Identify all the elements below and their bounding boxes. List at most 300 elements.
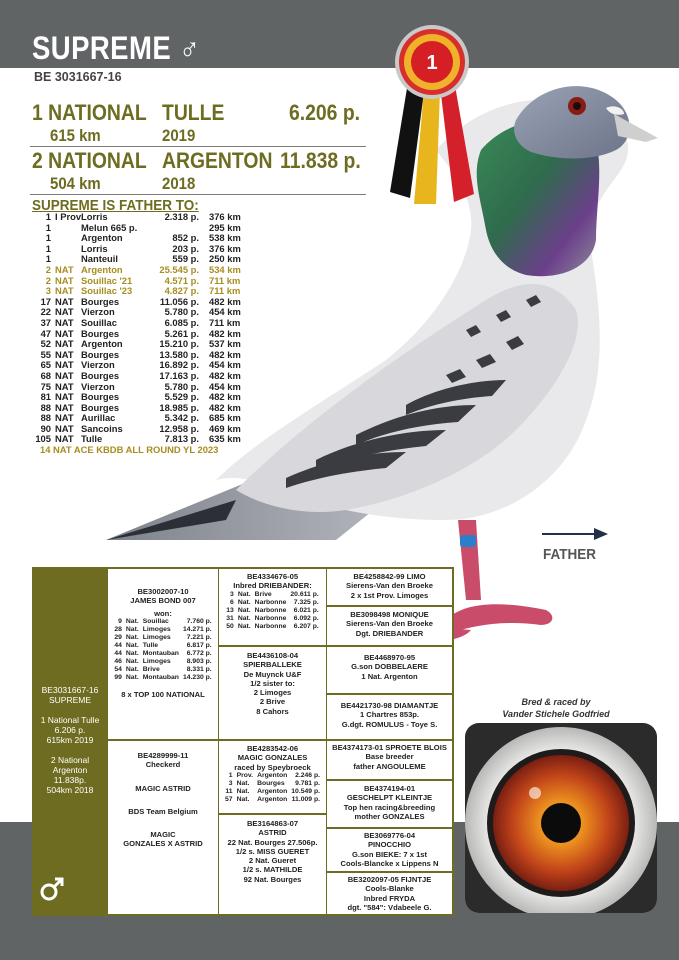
pedigree-mf (219, 741, 326, 813)
result-2-race: ARGENTON (162, 148, 273, 173)
result-1-distance: 615 km (50, 126, 101, 145)
offspring-lvl (51, 223, 81, 234)
pedigree-fff (327, 569, 452, 605)
mm-line: 92 Nat. Bourges (243, 874, 302, 884)
pedigree-result-p: 46 (114, 657, 122, 665)
pedigree-result-row (112, 666, 213, 674)
offspring-prize: 5.342 p. (164, 412, 199, 424)
offspring-prize: 5.780 p. (164, 380, 199, 392)
offspring-prize: 4.571 p. (164, 274, 199, 286)
offspring-lvl: NAT (55, 316, 74, 328)
offspring-km: 711 km (209, 285, 241, 297)
result-1-year: 2019 (162, 126, 196, 145)
offspring-pos: 47 (40, 327, 51, 339)
pedigree-result-p: 11 (225, 787, 233, 795)
offspring-race: Aurillac (81, 412, 116, 424)
pedigree-result-r: Brive (142, 665, 160, 673)
mff-ring: BE4374173-01 SPROETE BLOIS (332, 743, 447, 752)
fm-ring: BE4436108-04 (246, 651, 299, 660)
mm-name: ASTRID (258, 828, 287, 838)
pedigree-result-p: 29 (114, 633, 122, 641)
fff-line: Sierens-Van den Broeke (346, 581, 433, 591)
pedigree-result-p: 3 (228, 779, 233, 787)
pedigree-result-row (112, 674, 213, 682)
pedigree-result-r: Limoges (142, 633, 171, 641)
fmm-ring: BE4421730-98 DIAMANTJE (340, 701, 439, 710)
offspring-race: Lorris (81, 211, 108, 222)
pedigree-result-l: Nat. (237, 598, 251, 606)
offspring-prize: 12.958 p. (159, 422, 199, 434)
pedigree-result-p: 99 (114, 673, 122, 681)
result-2-place: 2 NATIONAL (32, 148, 147, 173)
offspring-km: 250 km (209, 253, 241, 265)
subject-ring: BE3031667-16 (41, 685, 99, 695)
pedigree-result-r: Souillac (142, 617, 169, 625)
pedigree-result-row (112, 642, 213, 650)
mmf-line: Cools-Blancke x Lippens N (340, 858, 439, 868)
pedigree-result-p: 50 (226, 622, 234, 630)
pedigree-mff (327, 741, 452, 779)
pedigree-result-v: 7.325 p. (293, 598, 319, 606)
offspring-km: 454 km (209, 380, 241, 392)
pedigree-result-l: Prov. (236, 771, 254, 779)
offspring-lvl: NAT (55, 274, 74, 286)
mmf-ring: BE3069776-04 (363, 831, 416, 840)
subject-line: Argenton (52, 765, 88, 775)
mother-name: Checkerd (145, 760, 181, 770)
pigeon-name-title: SUPREME ♂ (32, 30, 201, 66)
result-2-year: 2018 (162, 174, 196, 193)
pedigree-subject (36, 685, 104, 795)
offspring-lvl: NAT (55, 306, 74, 318)
pedigree-result-l: Nat. (125, 641, 139, 649)
offspring-race: Bourges (81, 369, 120, 381)
offspring-race: Argenton (81, 338, 123, 350)
pedigree-result-l: Nat. (236, 787, 250, 795)
offspring-km: 711 km (209, 316, 241, 328)
result-2-distance: 504 km (50, 174, 101, 193)
result-1-place: 1 NATIONAL (32, 100, 147, 125)
offspring-pos: 1 (45, 221, 51, 233)
pedigree-result-p: 54 (114, 665, 122, 673)
offspring-km: 376 km (209, 211, 241, 222)
offspring-lvl: I Prov (55, 211, 82, 222)
offspring-pos: 22 (40, 306, 51, 318)
pedigree-result-r: Montauban (142, 649, 179, 657)
pedigree-result-r: Narbonne (254, 598, 287, 606)
pedigree-result-v: 2.246 p. (295, 771, 320, 779)
pedigree-result-l: Nat. (125, 673, 139, 681)
pedigree-result-v: 8.903 p. (186, 657, 212, 665)
mfm-line: mother GONZALES (354, 811, 425, 821)
pedigree-result-v: 6.207 p. (293, 622, 319, 630)
pedigree-subject-column (32, 567, 107, 916)
offspring-lvl: NAT (55, 380, 74, 392)
offspring-pos: 75 (40, 380, 51, 392)
pedigree-result-v: 7.221 p. (186, 633, 212, 641)
offspring-prize: 15.210 p. (159, 338, 199, 350)
offspring-km: 482 km (209, 369, 241, 381)
offspring-pos: 55 (40, 348, 51, 360)
mmm-line: Inbred FRYDA (363, 893, 416, 903)
offspring-lvl: NAT (55, 433, 74, 445)
father-results (112, 618, 213, 682)
mf-sub: raced by Speybroeck (234, 762, 311, 772)
mf-name: MAGIC GONZALES (237, 753, 308, 763)
pedigree-result-l: Nat. (236, 779, 250, 787)
pedigree-result-row (224, 607, 320, 615)
pedigree-result-l: Nat. (125, 657, 139, 665)
subject-line: 2 National (50, 755, 90, 765)
fmm-line: 1 Chartres 853p. (359, 710, 420, 720)
offspring-race: Nanteuil (81, 253, 118, 265)
offspring-lvl: NAT (55, 391, 74, 403)
offspring-prize: 7.813 p. (164, 433, 199, 445)
offspring-race: Argenton (81, 263, 123, 275)
offspring-km: 454 km (209, 359, 241, 371)
offspring-pos: 1 (45, 232, 51, 244)
pedigree-result-l: Nat. (237, 590, 251, 598)
pedigree-result-row (224, 615, 320, 623)
fm-line: 2 Limoges (253, 688, 292, 698)
pedigree-mmf (327, 829, 452, 871)
father-ring: BE3002007-10 (137, 587, 189, 596)
mother-line: MAGIC (150, 830, 176, 840)
offspring-prize: 4.827 p. (164, 285, 199, 297)
ffm-line: Sierens-Van den Broeke (346, 619, 433, 629)
pedigree-result-row (112, 626, 213, 634)
ffm-line: Dgt. DRIEBANDER (355, 628, 424, 638)
offspring-race: Bourges (81, 295, 120, 307)
pedigree-result-l: Nat. (237, 614, 251, 622)
offspring-prize: 2.318 p. (164, 211, 199, 222)
offspring-lvl: NAT (55, 327, 74, 339)
rosette-icon (388, 22, 478, 208)
pedigree-result-r: Limoges (142, 657, 171, 665)
pedigree-fmf (327, 647, 452, 693)
offspring-pos: 52 (40, 338, 51, 350)
offspring-lvl: NAT (55, 338, 74, 350)
mmm-line: dgt. "584": Vdabeele G. (347, 902, 432, 912)
offspring-pos: 105 (35, 433, 51, 445)
pedigree-result-l: Nat. (125, 633, 139, 641)
pedigree-ff (219, 569, 326, 645)
offspring-pos: 88 (40, 412, 51, 424)
pedigree-result-r: Tulle (142, 641, 159, 649)
pedigree-result-r: Brive (254, 590, 272, 598)
mm-line: 1/2 s. MATHILDE (242, 865, 303, 875)
mm-line: 2 Nat. Gueret (248, 856, 297, 866)
offspring-km: 482 km (209, 295, 241, 307)
pedigree-result-v: 6.817 p. (186, 641, 212, 649)
pedigree-result-v: 20.611 p. (290, 590, 319, 598)
father-won-label: won: (154, 608, 172, 618)
pedigree-result-r: Narbonne (254, 606, 287, 614)
offspring-ace: 14 NAT ACE KBDB ALL ROUND YL 2023 (40, 444, 219, 456)
offspring-race: Bourges (81, 348, 120, 360)
offspring-pos: 1 (45, 211, 51, 222)
offspring-prize: 13.580 p. (159, 348, 199, 360)
offspring-race: Vierzon (81, 380, 115, 392)
subject-line: 504km 2018 (46, 785, 94, 795)
pedigree-result-v: 14.271 p. (182, 625, 212, 633)
offspring-km: 711 km (209, 274, 241, 286)
fm-name: SPIERBALLEKE (243, 660, 302, 670)
pedigree-mfm (327, 781, 452, 827)
result-1-race: TULLE (162, 100, 225, 125)
mfm-ring: BE4374194-01 (363, 784, 416, 793)
offspring-lvl: NAT (55, 295, 74, 307)
pedigree-result-l: Nat. (236, 795, 250, 803)
pedigree-result-r: Montauban (142, 673, 179, 681)
offspring-pos: 1 (45, 242, 51, 254)
offspring-lvl: NAT (55, 369, 74, 381)
mf-ring: BE4283542-06 (246, 744, 299, 753)
subject-line: 615km 2019 (46, 735, 94, 745)
offspring-race: Lorris (81, 242, 108, 254)
mm-ring: BE3164863-07 (246, 819, 299, 828)
offspring-km: 482 km (209, 348, 241, 360)
father-label: FATHER (543, 546, 597, 563)
ff-sub: Inbred DRIEBANDER: (233, 581, 312, 591)
offspring-prize: 5.529 p. (164, 391, 199, 403)
mm-line: 22 Nat. Bourges 27.506p. (227, 837, 318, 847)
subject-line: 11.838p. (53, 775, 87, 785)
offspring-heading: SUPREME IS FATHER TO: (32, 197, 199, 214)
offspring-race: Bourges (81, 391, 120, 403)
fmf-ring: BE4468970-95 (363, 653, 416, 662)
offspring-km: 482 km (209, 327, 241, 339)
offspring-pos: 65 (40, 359, 51, 371)
pedigree-result-r: Argenton (257, 795, 288, 803)
pedigree-result-r: Narbonne (254, 622, 287, 630)
mfm-line: GESCHELPT KLEINTJE (346, 793, 433, 803)
offspring-prize: 5.780 p. (164, 306, 199, 318)
offspring-race: Bourges (81, 327, 120, 339)
offspring-race: Bourges (81, 401, 120, 413)
result-2-prize: 11.838 p. (280, 148, 361, 173)
pedigree-result-l: Nat. (125, 625, 139, 633)
offspring-km: 685 km (209, 412, 241, 424)
offspring-lvl: NAT (55, 412, 74, 424)
pedigree-result-v: 11.009 p. (291, 795, 320, 803)
offspring-lvl: NAT (55, 401, 74, 413)
offspring-race: Souillac (81, 316, 117, 328)
pedigree-result-row (224, 599, 320, 607)
offspring-lvl: NAT (55, 422, 74, 434)
pedigree-fm (219, 647, 326, 739)
fmf-line: G.son DOBBELAERE (351, 662, 428, 672)
pedigree-result-row (223, 772, 322, 780)
father-extra: 8 x TOP 100 NATIONAL (121, 689, 205, 699)
offspring-pos: 68 (40, 369, 51, 381)
fm-line: 1/2 sister to: (250, 678, 295, 688)
offspring-lvl (51, 233, 81, 244)
offspring-km: 482 km (209, 401, 241, 413)
pedigree-result-row (112, 658, 213, 666)
result-1-prize: 6.206 p. (289, 100, 361, 125)
offspring-prize: 852 p. (172, 232, 199, 244)
pedigree-result-v: 7.760 p. (186, 617, 212, 625)
offspring-race: Sancoins (81, 422, 123, 434)
pedigree-result-v: 6.092 p. (293, 614, 319, 622)
eye-photo (465, 723, 657, 913)
offspring-pos: 1 (45, 253, 51, 265)
offspring-race: Souillac '23 (81, 285, 133, 297)
pedigree-result-p: 57 (225, 795, 233, 803)
offspring-km: 534 km (209, 263, 241, 275)
mff-line: father ANGOULEME (353, 761, 426, 771)
ff-results (224, 591, 320, 631)
pedigree-result-v: 10.549 p. (291, 787, 320, 795)
offspring-prize: 559 p. (172, 253, 199, 265)
pedigree-ffm (327, 607, 452, 645)
mother-ring: BE4289999-11 (137, 751, 189, 760)
mmm-ring: BE3202097-05 FIJNTJE (347, 875, 432, 884)
offspring-pos: 3 (45, 285, 51, 297)
pedigree-result-p: 13 (226, 606, 234, 614)
pedigree-mmm (327, 873, 452, 914)
pedigree-result-row (223, 788, 322, 796)
pedigree-mm (219, 815, 326, 914)
pedigree-result-p: 31 (226, 614, 234, 622)
pedigree-result-p: 44 (114, 641, 122, 649)
ffm-ring: BE3098498 MONIQUE (350, 610, 429, 619)
offspring-race: Tulle (81, 433, 103, 445)
offspring-km: 538 km (209, 232, 241, 244)
ring-number: BE 3031667-16 (34, 70, 122, 84)
mf-results (223, 772, 322, 804)
offspring-km: 537 km (209, 338, 241, 350)
offspring-pos: 81 (40, 391, 51, 403)
pedigree-result-row (112, 618, 213, 626)
offspring-pos: 90 (40, 422, 51, 434)
pedigree-result-r: Argenton (257, 787, 288, 795)
offspring-race: Souillac '21 (81, 274, 133, 286)
offspring-race: Melun 665 p. (81, 221, 138, 233)
mmf-line: G.son BIEKE: 7 x 1st (351, 849, 428, 859)
pedigree-result-row (223, 780, 322, 788)
mother-line: MAGIC ASTRID (135, 783, 191, 793)
subject-line: 1 National Tulle (40, 715, 100, 725)
father-name: JAMES BOND 007 (130, 596, 196, 606)
offspring-km: 295 km (209, 221, 241, 233)
pedigree-father (108, 569, 218, 739)
offspring-pos: 17 (40, 295, 51, 307)
pedigree-result-r: Narbonne (254, 614, 287, 622)
mother-line: BDS Team Belgium (128, 806, 198, 816)
fm-line: De Muynck U&F (243, 669, 302, 679)
offspring-prize: 6.085 p. (164, 316, 199, 328)
pedigree-result-p: 3 (230, 590, 234, 598)
fm-line: 8 Cahors (256, 706, 289, 716)
offspring-prize: 11.056 p. (159, 295, 199, 307)
offspring-lvl (51, 244, 81, 255)
ff-ring: BE4334676-05 (246, 572, 299, 581)
offspring-lvl: NAT (55, 359, 74, 371)
fmf-line: 1 Nat. Argenton (361, 671, 418, 681)
offspring-km: 469 km (209, 422, 241, 434)
offspring-km: 635 km (209, 433, 241, 445)
pedigree-result-l: Nat. (125, 665, 139, 673)
mff-line: Base breeder (365, 752, 414, 762)
pedigree-result-l: Nat. (237, 606, 251, 614)
pedigree-result-row (224, 623, 320, 631)
pedigree-result-r: Limoges (142, 625, 171, 633)
offspring-race: Argenton (81, 232, 123, 244)
offspring-lvl: NAT (55, 348, 74, 360)
fm-line: 2 Brive (259, 697, 286, 707)
offspring-pos: 37 (40, 316, 51, 328)
mmf-line: PINOCCHIO (367, 840, 412, 850)
offspring-prize: 25.545 p. (159, 263, 199, 275)
offspring-lvl: NAT (55, 263, 74, 275)
mm-line: 1/2 s. MISS GUERET (235, 846, 310, 856)
offspring-race: Vierzon (81, 306, 115, 318)
offspring-prize: 16.892 p. (159, 359, 199, 371)
offspring-km: 482 km (209, 391, 241, 403)
pedigree-result-v: 8.331 p. (186, 665, 212, 673)
pedigree-result-v: 14.230 p. (182, 673, 212, 681)
offspring-km: 454 km (209, 306, 241, 318)
mother-line: GONZALES X ASTRID (123, 839, 203, 849)
offspring-prize: 203 p. (172, 242, 199, 254)
pedigree-result-p: 9 (118, 617, 122, 625)
offspring-pos: 2 (45, 263, 51, 275)
pedigree-result-l: Nat. (125, 617, 139, 625)
fff-ring: BE4258842-99 LIMO (353, 572, 426, 581)
pedigree-result-row (112, 650, 213, 658)
pedigree-result-v: 6.772 p. (186, 649, 212, 657)
subject-line: 6.206 p. (54, 725, 86, 735)
pedigree-result-row (112, 634, 213, 642)
pedigree-result-p: 44 (114, 649, 122, 657)
pedigree-result-row (223, 796, 322, 804)
pedigree-fmm (327, 695, 452, 739)
pedigree-result-p: 28 (114, 625, 122, 633)
pedigree-result-v: 9.781 p. (295, 779, 320, 787)
breeder-credit (468, 696, 644, 720)
offspring-prize: 17.163 p. (159, 369, 199, 381)
offspring-pos: 2 (45, 274, 51, 286)
arrow-right-icon (542, 528, 608, 540)
subject-name: SUPREME (48, 695, 92, 705)
pedigree-result-p: 1 (228, 771, 233, 779)
breeder-name: Vander Stichele Godfried (502, 709, 610, 719)
rosette-number: 1 (426, 52, 438, 74)
fff-line: 2 x 1st Prov. Limoges (350, 590, 429, 600)
fmm-line: G.dgt. ROMULUS - Toye S. (341, 719, 438, 729)
offspring-pos: 88 (40, 401, 51, 413)
offspring-lvl: NAT (55, 285, 74, 297)
male-symbol-icon (38, 875, 66, 903)
mmm-line: Cools-Blanke (365, 884, 414, 894)
pedigree-result-l: Nat. (125, 649, 139, 657)
pedigree-result-r: Argenton (257, 771, 288, 779)
mfm-line: Top hen racing&breeding (343, 802, 436, 812)
pedigree-chart (32, 567, 454, 916)
offspring-prize: 18.985 p. (159, 401, 199, 413)
breeder-line: Bred & raced by (521, 697, 591, 707)
pedigree-result-row (224, 591, 320, 599)
pedigree-result-l: Nat. (237, 622, 251, 630)
offspring-km: 376 km (209, 242, 241, 254)
pedigree-result-p: 6 (230, 598, 234, 606)
offspring-race: Vierzon (81, 359, 115, 371)
pedigree-result-r: Bourges (257, 779, 285, 787)
pedigree-mother (108, 741, 218, 914)
offspring-prize: 5.261 p. (164, 327, 199, 339)
